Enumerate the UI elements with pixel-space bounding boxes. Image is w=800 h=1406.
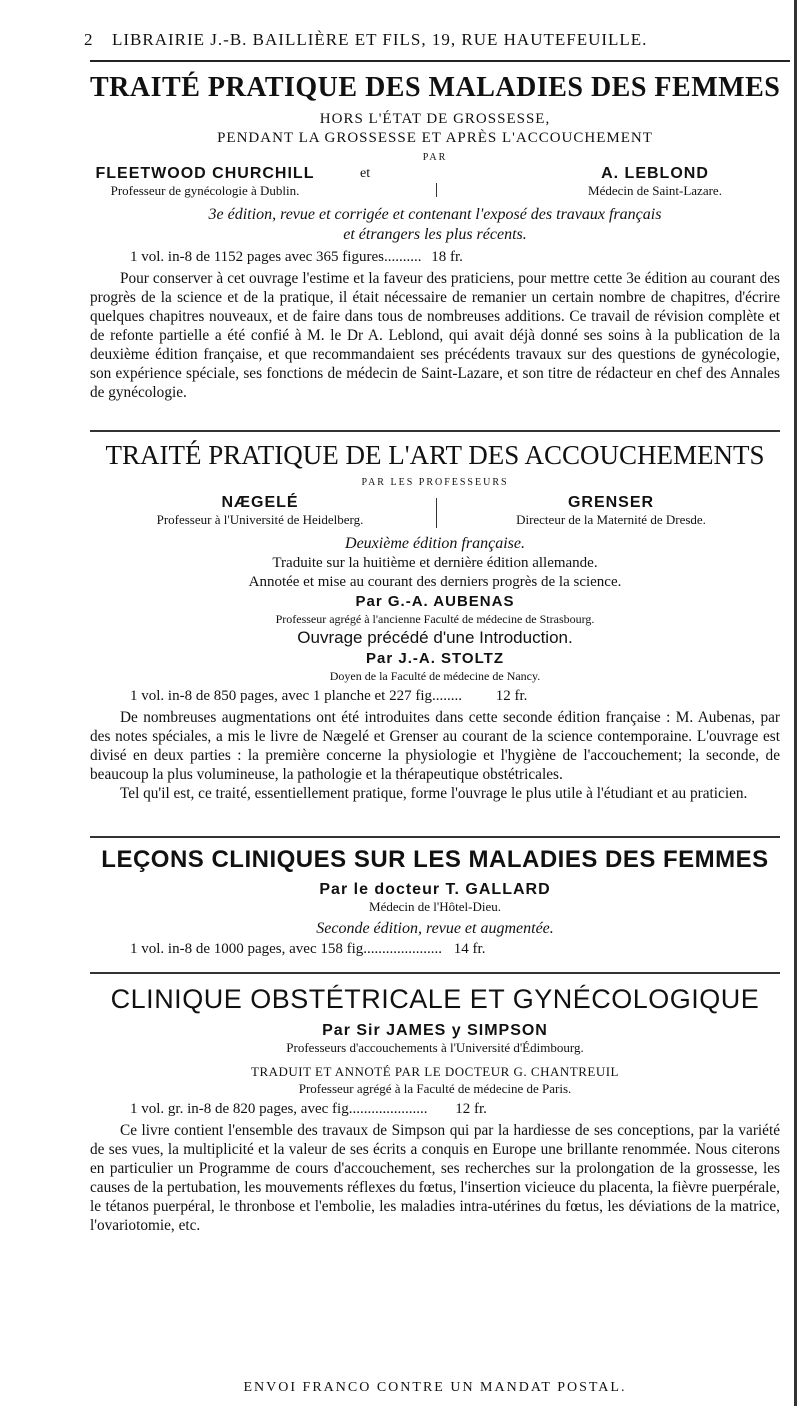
volume-line	[90, 1099, 780, 1119]
translation-note: Traduite sur la huitième et dernière édition allemande.	[272, 555, 598, 571]
section-rule	[90, 972, 780, 974]
entry-title: CLINIQUE OBSTÉTRICALE ET GYNÉCOLOGIQUE	[110, 984, 760, 1014]
introduction-author-role: Doyen de la Faculté de médecine de Nancy.	[329, 669, 541, 683]
section-rule	[90, 836, 780, 838]
entry-description: De nombreuses augmentations ont été introduites dans cette seconde édition française : M. Aubenas, par des notes spéciales, a mis le livre de Nægelé et Grenser au courant de la science contemporaine. L'ouvrage est divisé en deux parties : la première concerne la physiologie et l'hygiène de l'accouchement; la seconde, de beaucoup la plus volumineuse, la pathologie et la thérapeutique obstétricales.	[90, 709, 780, 783]
translator-name: TRADUIT ET ANNOTÉ PAR LE DOCTEUR G. CHANTREUIL	[251, 1064, 619, 1079]
entry-description: Ce livre contient l'ensemble des travaux de Simpson qui par la hardiesse de ses conceptions, par la variété de ses vues, la multiplicité et la valeur de ses écrits a conquis en Europe une brillante renommée. Nous citerons en particulier un Programme de cours d'accouchement, ses recherches sur la prolongation de la grossesse, les causes de la pertubation, les mouvements réflexes du fœtus, l'insertion vicieuce du placenta, la fièvre puerpérale, le tétanos puerpéral, le thronbose et l'embolie, les maladies intra-utérines du fœtus, les déviations de la matrice, l'ovariotomie, etc.	[90, 1122, 780, 1234]
price: 12 fr.	[495, 688, 528, 704]
footer-note: ENVOI FRANCO CONTRE UN MANDAT POSTAL.	[243, 1380, 627, 1395]
edition-note: Deuxième édition française.	[345, 535, 525, 552]
volume-description: 1 vol. in-8 de 850 pages, avec 1 planche et 227 fig	[130, 688, 432, 704]
section-rule	[90, 430, 780, 432]
entry-subtitle: HORS L'ÉTAT DE GROSSESSE,	[319, 111, 551, 127]
introduction-note: Ouvrage précédé d'une Introduction.	[297, 628, 573, 647]
entry-subtitle: PENDANT LA GROSSESSE ET APRÈS L'ACCOUCHEMENT	[217, 130, 653, 146]
publisher-line: LIBRAIRIE J.-B. BAILLIÈRE ET FILS, 19, RUE HAUTEFEUILLE.	[112, 30, 648, 49]
volume-description: 1 vol. gr. in-8 de 820 pages, avec fig	[130, 1101, 349, 1117]
dot-leader: ..........	[383, 249, 422, 265]
author-separator	[436, 183, 437, 197]
edition-note: et étrangers les plus récents.	[343, 226, 527, 243]
entry-clinique-obstetricale	[90, 984, 780, 1235]
volume-line	[90, 247, 780, 267]
entry-title: TRAITÉ PRATIQUE DE L'ART DES ACCOUCHEMENTS	[105, 440, 765, 470]
by-label: PAR LES PROFESSEURS	[361, 477, 509, 488]
author-grenser: GRENSER Directeur de la Maternité de Dresde.	[516, 494, 706, 527]
entry-lecons-cliniques	[90, 846, 780, 959]
author-separator	[436, 498, 437, 528]
translator-role: Professeur agrégé à la Faculté de médecine de Paris.	[298, 1081, 572, 1096]
volume-description: 1 vol. in-8 de 1152 pages avec 365 figures	[130, 249, 384, 265]
annotation-note: Annotée et mise au courant des derniers progrès de la science.	[248, 574, 622, 590]
dot-leader: ........	[432, 688, 462, 704]
entry-description-conclusion: Tel qu'il est, ce traité, essentiellement pratique, forme l'ouvrage le plus utile à l'étudiant et au praticien.	[120, 785, 748, 802]
author-churchill: FLEETWOOD CHURCHILL Professeur de gynécologie à Dublin.	[95, 165, 315, 198]
price: 12 fr.	[455, 1101, 487, 1117]
by-label: PAR	[422, 152, 448, 163]
volume-line	[90, 939, 780, 959]
entry-maladies-des-femmes	[90, 72, 780, 402]
author-role: Médecin de l'Hôtel-Dieu.	[369, 899, 501, 914]
price: 18 fr.	[431, 249, 463, 265]
volume-line	[90, 686, 780, 706]
page-edge-shadow	[794, 0, 797, 1406]
dot-leader: .....................	[348, 1101, 428, 1117]
translator-name: Par G.-A. AUBENAS	[355, 593, 515, 610]
translator-role: Professeur agrégé à l'ancienne Faculté de médecine de Strasbourg.	[275, 612, 595, 626]
author-leblond: A. LEBLOND Médecin de Saint-Lazare.	[588, 165, 722, 198]
price: 14 fr.	[453, 941, 486, 957]
header-rule	[90, 60, 790, 62]
volume-description: 1 vol. in-8 de 1000 pages, avec 158 fig	[130, 941, 364, 957]
author-gallard: Par le docteur T. GALLARD	[319, 881, 551, 898]
edition-note: Seconde édition, revue et augmentée.	[316, 920, 554, 937]
catalogue-page	[84, 0, 790, 1406]
author-conjunction: et	[360, 166, 371, 181]
introduction-author: Par J.-A. STOLTZ	[366, 650, 504, 667]
entry-title: TRAITÉ PRATIQUE DES MALADIES DES FEMMES	[90, 72, 781, 103]
entry-description: Pour conserver à cet ouvrage l'estime et la faveur des praticiens, pour mettre cette 3e édition au courant des progrès de la science et de la pratique, il était nécessaire de remanier un certain nombre de chapitres, d'écrire quelques chapitres nouveaux, et de faire dans tous de nombreuses additions. Ce travail de révision complète et de refonte partielle a été confié à M. le Dr A. Leblond, qui avait déjà donné ses soins à la publication de la deuxième édition française, et que recommandaient ses précédents travaux sur des questions de gynécologie, son expérience spéciale, ses fonctions de médecin de Saint-Lazare, et son titre de rédacteur en chef des Annales de gynécologie.	[90, 270, 780, 401]
author-role: Professeurs d'accouchements à l'Université d'Édimbourg.	[286, 1040, 584, 1055]
author-naegele: NÆGELÉ Professeur à l'Université de Heidelberg.	[156, 494, 364, 527]
entry-title: LEÇONS CLINIQUES SUR LES MALADIES DES FEMMES	[101, 846, 769, 873]
author-simpson: Par Sir JAMES y SIMPSON	[322, 1022, 548, 1039]
dot-leader: .....................	[363, 941, 443, 957]
edition-note: 3e édition, revue et corrigée et contenant l'exposé des travaux français	[208, 206, 662, 223]
page-number: 2	[84, 30, 94, 49]
entry-art-des-accouchements	[90, 440, 780, 803]
